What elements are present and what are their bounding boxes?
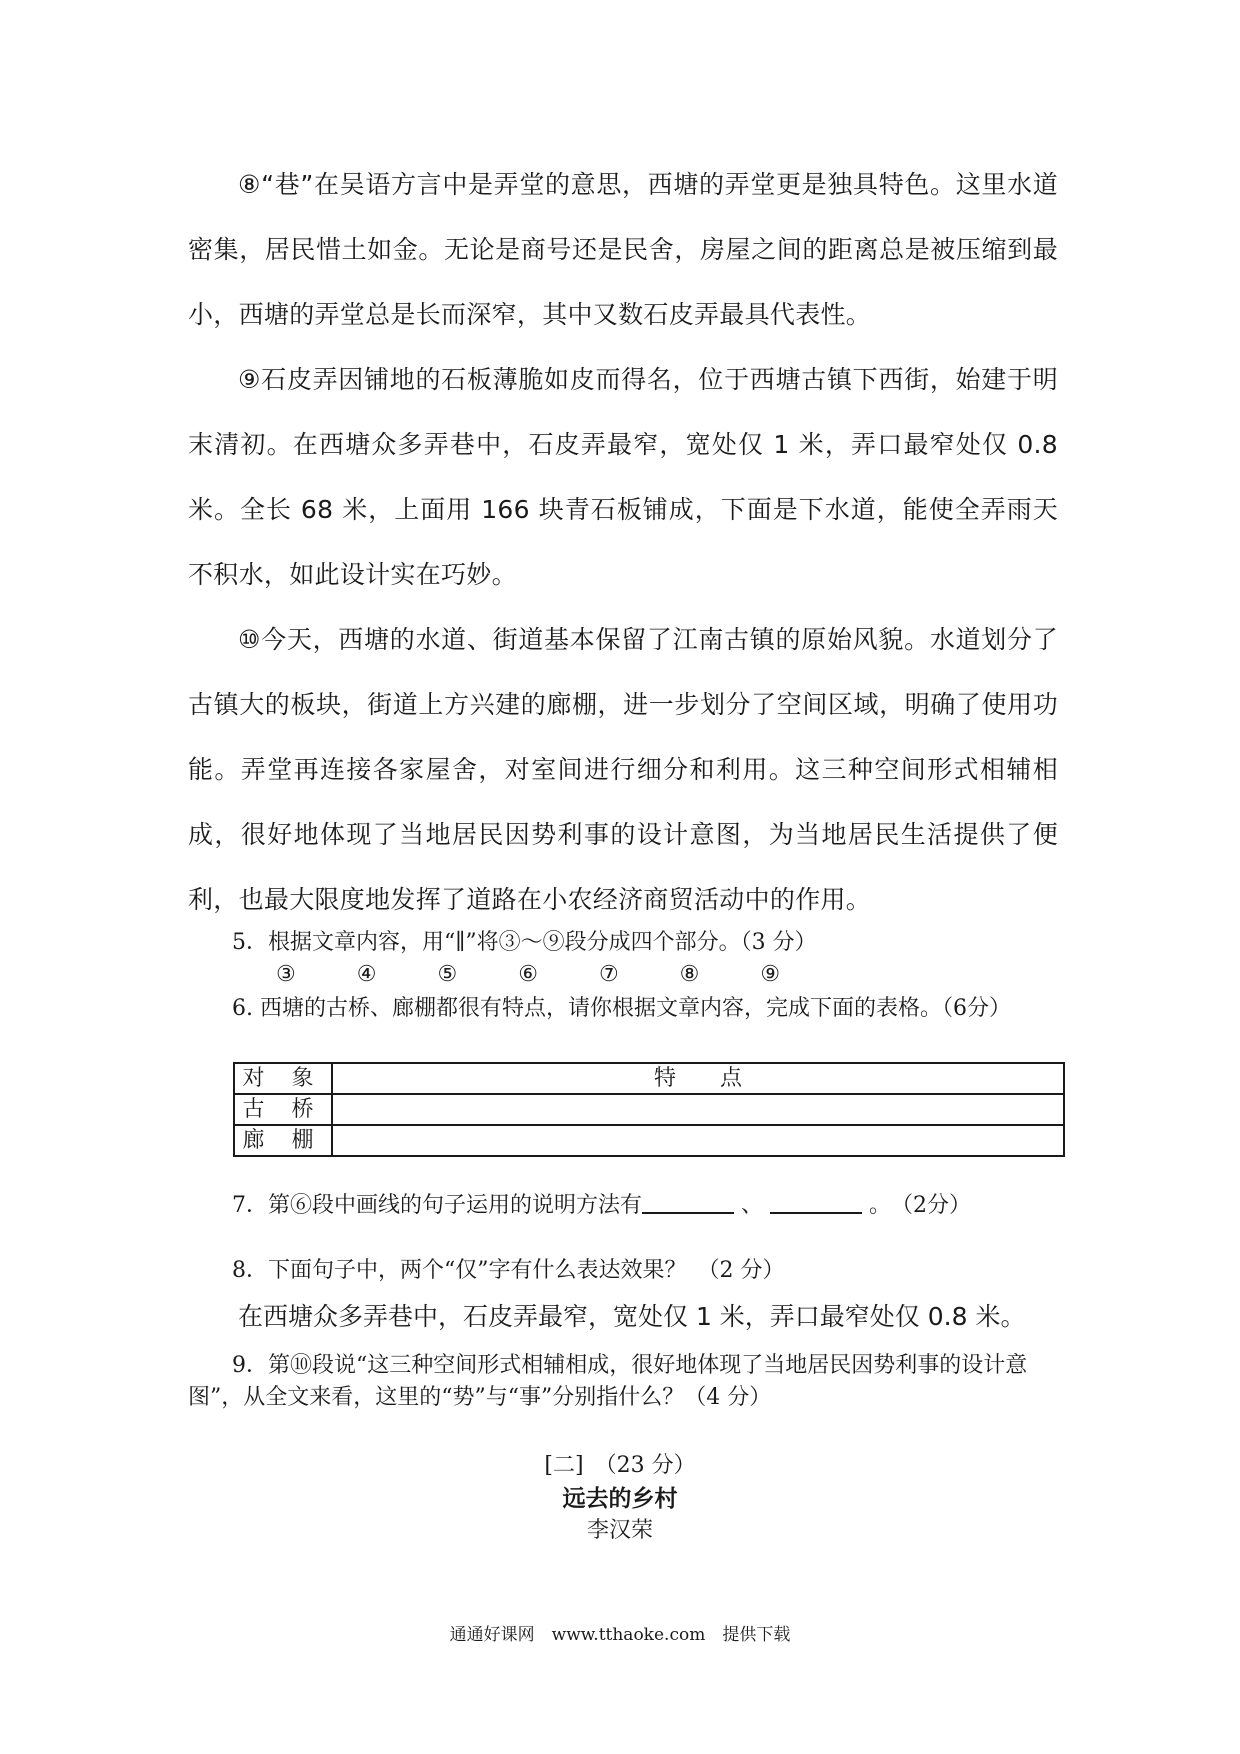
marker-8: ⑧ (679, 962, 700, 987)
question-8-example (188, 1300, 1058, 1334)
paragraph-9: ⑨石皮弄因铺地的石板薄脆如皮而得名，位于西塘古镇下西街，始建于明末清初。在西塘众多弄巷中，石皮弄最窄，宽处仅 1 米，弄口最窄处仅 0.8 米。全长 68 米，上面用 166 块青石板铺成，下面是下水道，能使全弄雨天不积水，如此设计实在巧妙。 (188, 365, 1058, 589)
question-5 (188, 927, 1058, 991)
section-2-author: 李汉荣 (586, 1518, 653, 1543)
article-body (188, 152, 1058, 932)
question-7 (188, 1190, 1058, 1222)
table-cell-answer[interactable] (332, 1125, 1064, 1156)
page-footer: 通通好课网 www.tthaoke.com 提供下载 (449, 1625, 791, 1645)
marker-3: ③ (276, 962, 296, 987)
question-7-prefix: 7．第⑥段中画线的句子运用的说明方法有 (232, 1193, 642, 1218)
question-6 (188, 993, 1058, 1025)
table-cell-answer[interactable] (332, 1094, 1064, 1125)
question-7-suffix: 。 （2分） (869, 1193, 972, 1218)
paragraph-markers (188, 959, 1058, 991)
table-header-feature: 特 点 (332, 1063, 1064, 1094)
table-cell-object: 古 桥 (234, 1094, 332, 1125)
question-6-text: 6. 西塘的古桥、廊棚都很有特点，请你根据文章内容，完成下面的表格。（6分） (232, 996, 1011, 1021)
question-7-separator: 、 (741, 1193, 764, 1218)
features-table (233, 1062, 1065, 1157)
question-9 (188, 1350, 1058, 1414)
question-5-text: 5．根据文章内容，用“∥”将③～⑨段分成四个部分。（3 分） (232, 930, 817, 955)
paragraph-8: ⑧“巷”在吴语方言中是弄堂的意思，西塘的弄堂更是独具特色。这里水道密集，居民惜土如金。无论是商号还是民舍，房屋之间的距离总是被压缩到最小，西塘的弄堂总是长而深窄，其中又数石皮弄最具代表性。 (188, 170, 1058, 329)
paragraph-10: ⑩今天，西塘的水道、街道基本保留了江南古镇的原始风貌。水道划分了古镇大的板块，街道上方兴建的廊棚，进一步划分了空间区域，明确了使用功能。弄堂再连接各家屋舍，对室间进行细分和利用。这三种空间形式相辅相成，很好地体现了当地居民因势利事的设计意图，为当地居民生活提供了便利，也最大限度地发挥了道路在小农经济商贸活动中的作用。 (188, 625, 1058, 914)
section-2-title: 远去的乡村 (562, 1486, 678, 1512)
answer-blank-1[interactable] (642, 1190, 734, 1214)
marker-4: ④ (356, 962, 377, 987)
question-7-text (188, 1190, 1058, 1222)
table-header-object: 对 象 (234, 1063, 332, 1094)
marker-6: ⑥ (518, 962, 538, 987)
marker-9: ⑨ (760, 962, 781, 987)
marker-7: ⑦ (598, 962, 619, 987)
question-8-text: 8．下面句子中，两个“仅”字有什么表达效果？ （2 分） (232, 1258, 785, 1283)
marker-5: ⑤ (437, 962, 458, 987)
table-header-row (234, 1063, 1064, 1094)
question-9-text: 9．第⑩段说“这三种空间形式相辅相成，很好地体现了当地居民因势利事的设计意图”，从全文来看，这里的“势”与“事”分别指什么？（4 分） (188, 1353, 1028, 1410)
question-8 (188, 1255, 1058, 1287)
section-2-header: [二] （23 分） (544, 1453, 696, 1478)
table-cell-object: 廊 棚 (234, 1125, 332, 1156)
table-row (234, 1125, 1064, 1156)
table-row (234, 1094, 1064, 1125)
answer-blank-2[interactable] (770, 1190, 862, 1214)
example-sentence: 在西塘众多弄巷中，石皮弄最窄，宽处仅 1 米，弄口最窄处仅 0.8 米。 (238, 1302, 1026, 1331)
